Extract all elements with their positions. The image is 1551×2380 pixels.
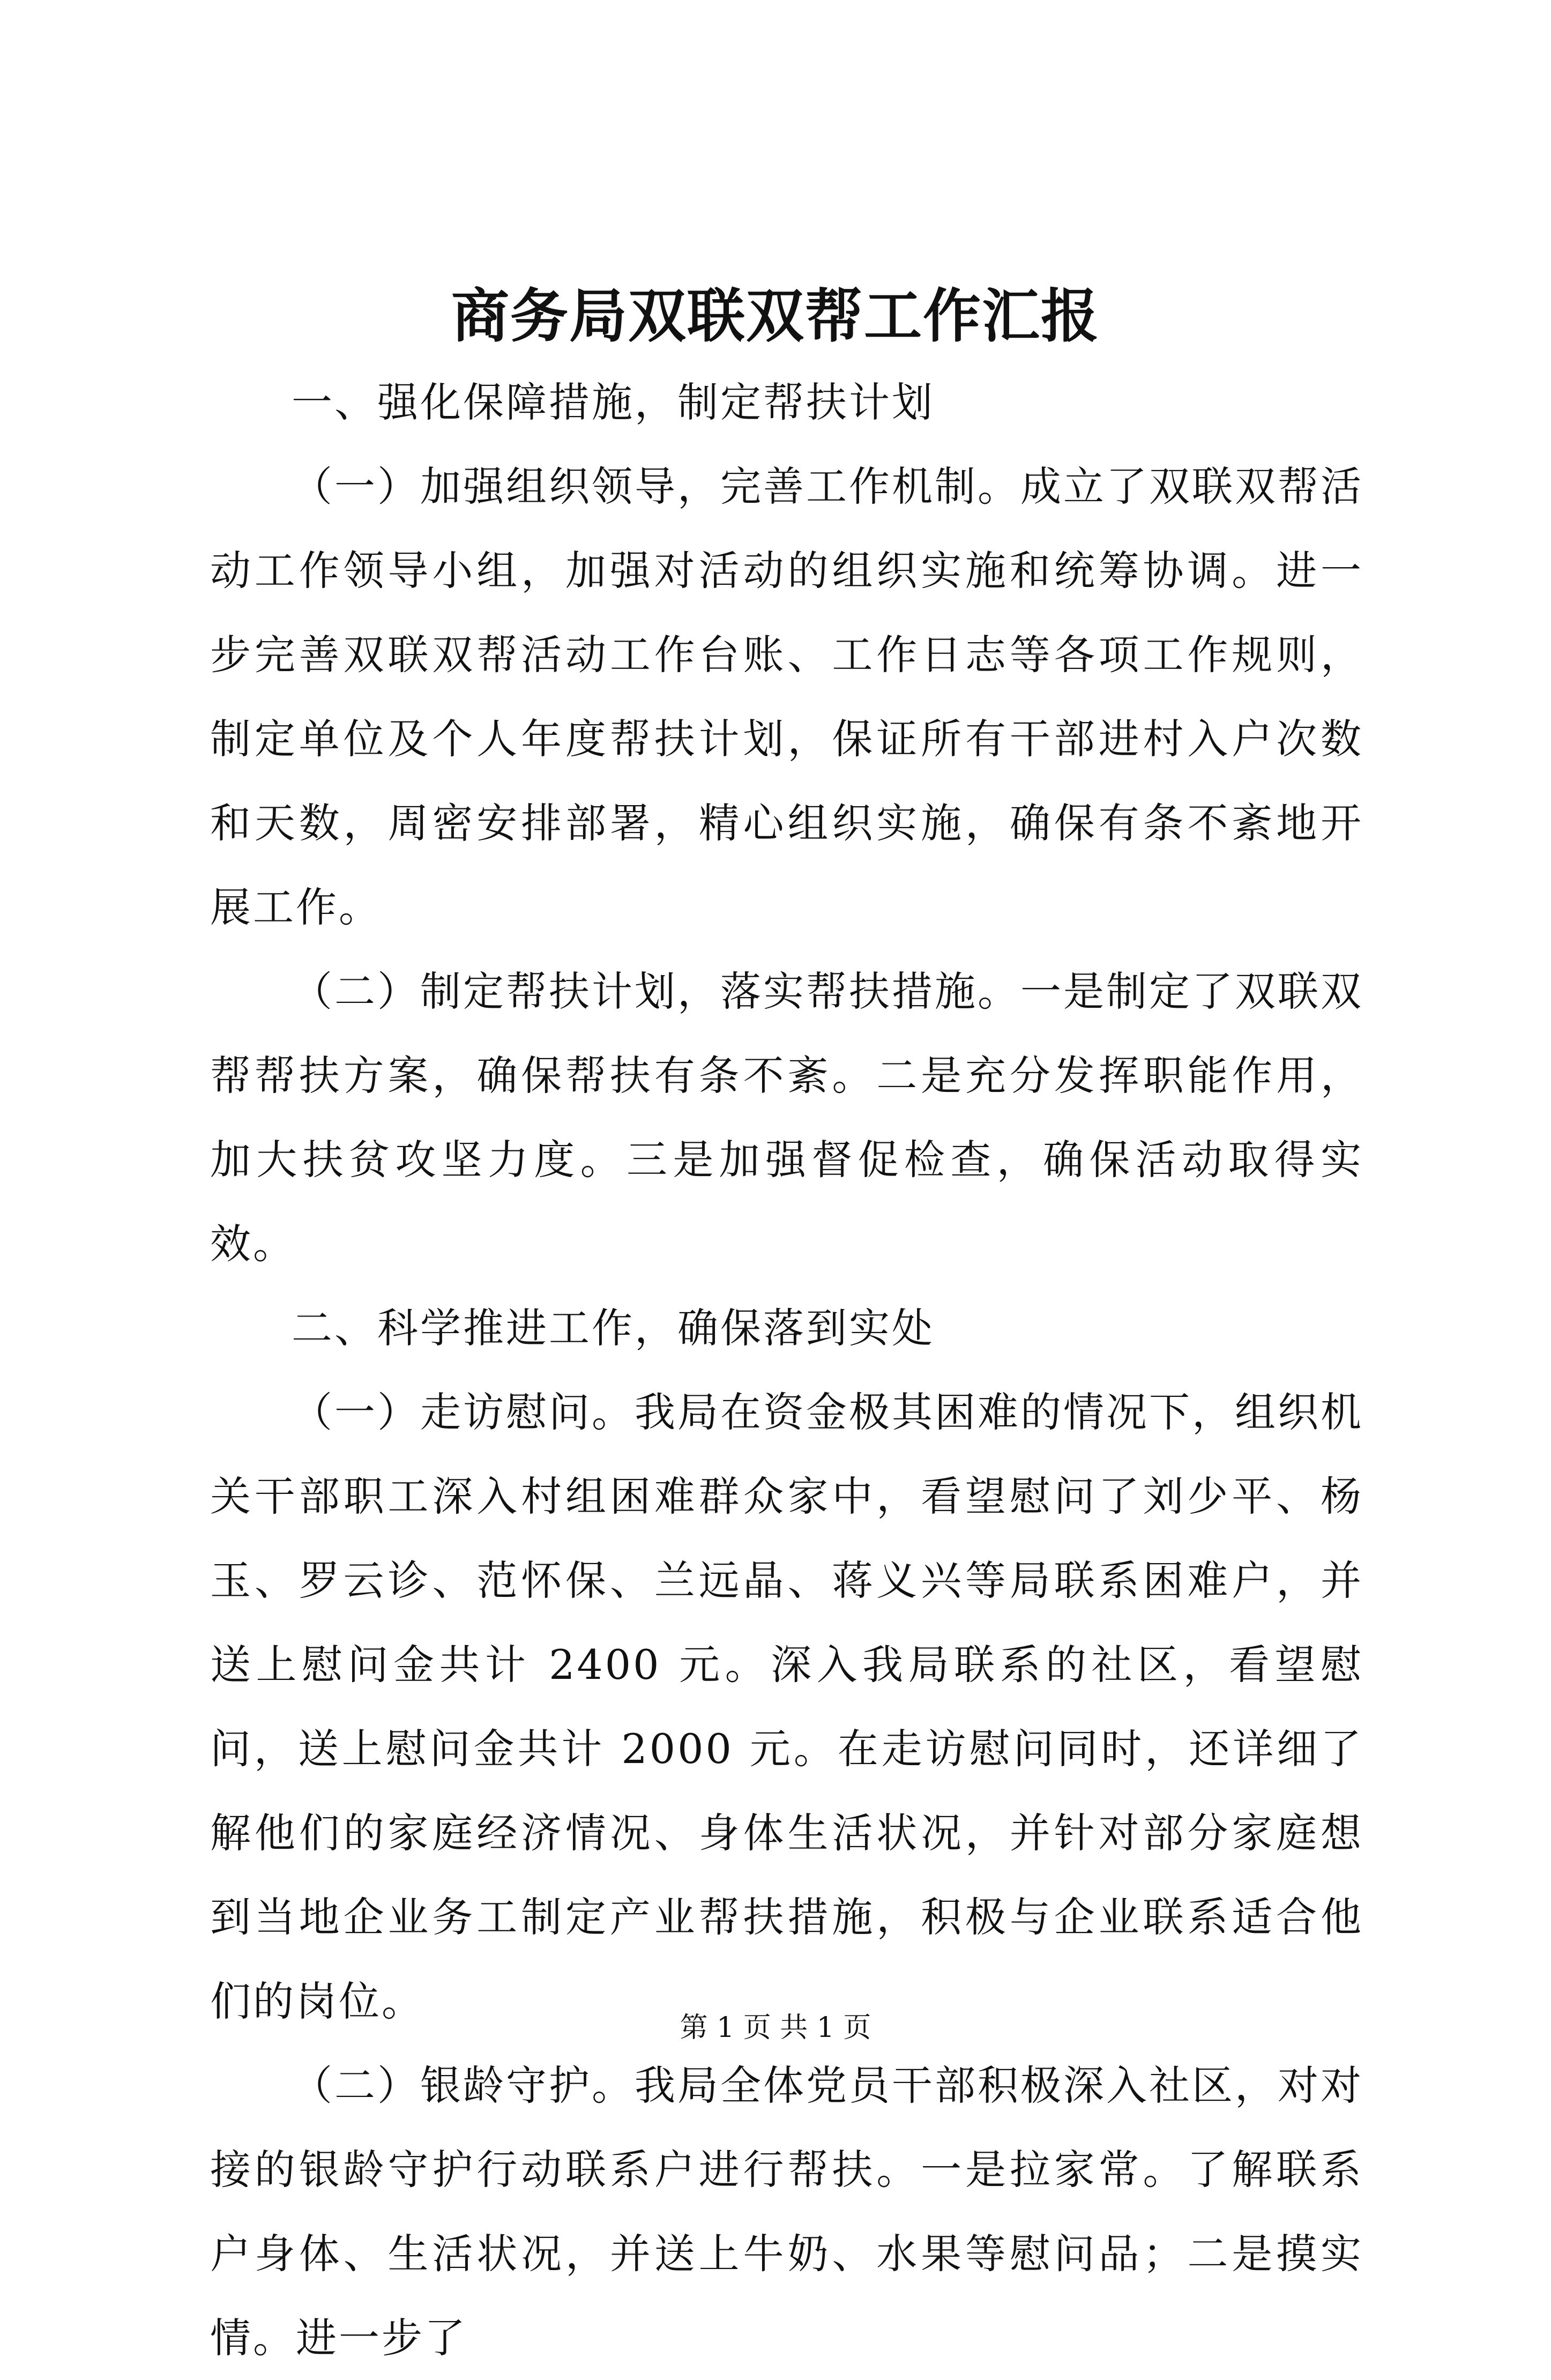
body-paragraph: （一）走访慰问。我局在资金极其困难的情况下，组织机关干部职工深入村组困难群众家中，看望慰问了刘少平、杨玉、罗云诊、范怀保、兰远晶、蒋义兴等局联系困难户，并送上慰问金共计 2400 元。深入我局联系的社区，看望慰问，送上慰问金共计 2000 元。在走访慰问同时，还详细了解他们的家庭经济情况、身体生活状况，并针对部分家庭想到当地企业务工制定产业帮扶措施，积极与企业联系适合他们的岗位。 [210,1388,1363,2025]
page-number-footer: 第 1 页 共 1 页 [680,2012,871,2044]
body-paragraph: （二）制定帮扶计划，落实帮扶措施。一是制定了双联双帮帮扶方案，确保帮扶有条不紊。二是充分发挥职能作用，加大扶贫攻坚力度。三是加强督促检查，确保活动取得实效。 [210,968,1363,1268]
section-heading-2: 二、科学推进工作，确保落到实处 [292,1304,935,1352]
document-title: 商务局双联双帮工作汇报 [451,282,1100,350]
body-paragraph: （一）加强组织领导，完善工作机制。成立了双联双帮活动工作领导小组，加强对活动的组织实施和统筹协调。进一步完善双联双帮活动工作台账、工作日志等各项工作规则，制定单位及个人年度帮扶计划，保证所有干部进村入户次数和天数，周密安排部署，精心组织实施，确保有条不紊地开展工作。 [210,463,1363,931]
body-paragraph: （二）银龄守护。我局全体党员干部积极深入社区，对对接的银龄守护行动联系户进行帮扶。一是拉家常。了解联系户身体、生活状况，并送上牛奶、水果等慰问品；二是摸实情。进一步了 [210,2062,1363,2362]
document-body [210,360,1363,2380]
section-heading-1: 一、强化保障措施，制定帮扶计划 [292,378,935,426]
